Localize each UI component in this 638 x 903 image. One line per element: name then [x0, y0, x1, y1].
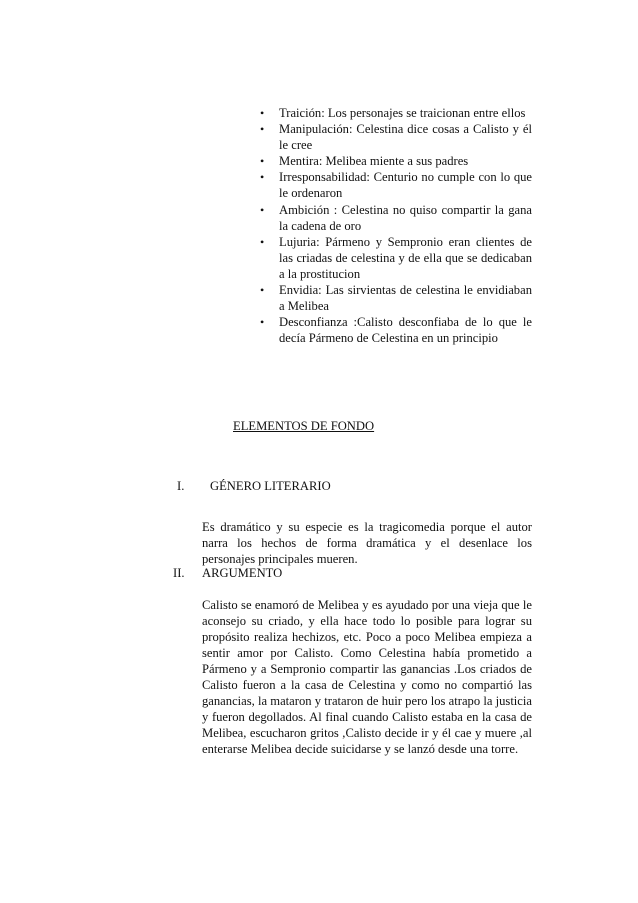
list-item-text: Manipulación: Celestina dice cosas a Calisto y él le cree [279, 122, 532, 153]
bullet-icon: • [260, 315, 265, 330]
list-item-text: Irresponsabilidad: Centurio no cumple con lo que le ordenaron [279, 170, 532, 201]
bullet-icon: • [260, 154, 265, 169]
section-numeral: II. [173, 566, 185, 580]
bullet-icon: • [260, 122, 265, 137]
section-numeral: I. [177, 479, 185, 493]
section-heading: GÉNERO LITERARIO [210, 479, 331, 493]
list-item-text: Traición: Los personajes se traicionan entre ellos [279, 106, 526, 120]
section-paragraph: Calisto se enamoró de Melibea y es ayudado por una vieja que le aconsejo su criado, y ella hace todo lo posible para lograr su propósito realiza hechizos, etc. Poco a poco Melibea empieza a sentir amor por Calisto. Como Celestina había prometido a Pármeno y a Sempronio compartir las ganancias .Los criados de Calisto fueron a la casa de Celestina y como no compartió las ganancias, la mataron y trataron de huir pero los atrapo la justicia y fueron degollados. Al final cuando Calisto estaba en la casa de Melibea, escucharon gritos ,Calisto decide ir y él cae y muere ,al enterarse Melibea decide suicidarse y se lanzó desde una torre. [202, 598, 532, 757]
list-item [260, 105, 532, 121]
list-item [260, 121, 532, 153]
list-item-text: Envidia: Las sirvientas de celestina le envidiaban a Melibea [279, 283, 532, 314]
list-item [260, 169, 532, 201]
bullet-icon: • [260, 202, 265, 217]
list-item-text: Mentira: Melibea miente a sus padres [279, 154, 469, 169]
bullet-icon: • [260, 170, 265, 185]
bullet-icon: • [260, 234, 265, 249]
section-heading: ARGUMENTO [202, 566, 283, 580]
list-item [260, 282, 532, 314]
bullet-icon: • [260, 106, 265, 120]
list-item [260, 153, 532, 169]
list-item [260, 202, 532, 234]
values-bullet-list [260, 105, 532, 346]
section-title: ELEMENTOS DE FONDO [233, 419, 375, 433]
section-paragraph: Es dramático y su especie es la tragicomedia porque el autor narra los hechos de forma dramática y el desenlace los personajes principales mueren. [202, 520, 532, 567]
list-item-text: Lujuria: Pármeno y Sempronio eran clientes de las criadas de celestina y de ella que se dedicaban a la prostitucion [279, 234, 532, 281]
list-item-text: Desconfianza :Calisto desconfiaba de lo que le decía Pármeno de Celestina en un principio [279, 315, 532, 346]
list-item [260, 234, 532, 282]
bullet-icon: • [260, 283, 265, 298]
list-item-text: Ambición : Celestina no quiso compartir la gana la cadena de oro [279, 202, 532, 233]
list-item [260, 314, 532, 346]
